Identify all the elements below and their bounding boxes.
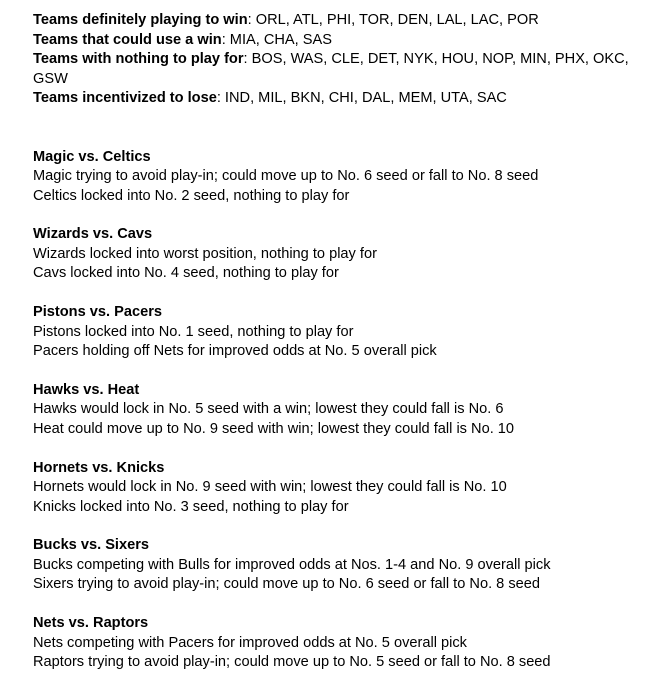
game-note: Pistons locked into No. 1 seed, nothing to play for <box>33 323 354 340</box>
game-note: Sixers trying to avoid play-in; could move up to No. 6 seed or fall to No. 8 seed <box>33 576 540 593</box>
game-note: Cavs locked into No. 4 seed, nothing to play for <box>33 265 339 282</box>
game-entry <box>33 303 638 362</box>
game-note: Heat could move up to No. 9 seed with win; lowest they could fall is No. 10 <box>33 420 515 437</box>
game-note: Magic trying to avoid play-in; could move up to No. 6 seed or fall to No. 8 seed <box>33 168 539 184</box>
game-title: Wizards vs. Cavs <box>33 226 153 243</box>
game-entry <box>33 614 638 673</box>
game-title: Magic vs. Celtics <box>33 148 151 165</box>
summary-line <box>33 50 638 89</box>
game-entry <box>33 381 638 440</box>
summary-label: Teams with nothing to play for <box>33 51 244 67</box>
game-title: Pistons vs. Pacers <box>33 304 162 321</box>
summary-line <box>33 89 638 109</box>
summary-label: Teams definitely playing to win <box>33 12 248 28</box>
game-entry <box>33 225 638 284</box>
summary-line <box>33 11 638 31</box>
game-note: Hornets would lock in No. 9 seed with win; lowest they could fall is No. 10 <box>33 479 507 496</box>
game-note: Celtics locked into No. 2 seed, nothing to play for <box>33 187 350 204</box>
summary-label: Teams incentivized to lose <box>33 90 217 106</box>
game-entry <box>33 148 638 207</box>
game-note: Bucks competing with Bulls for improved odds at Nos. 1-4 and No. 9 overall pick <box>33 556 551 573</box>
game-note: Knicks locked into No. 3 seed, nothing to play for <box>33 498 349 515</box>
game-entry <box>33 536 638 595</box>
summary-teams: : MIA, CHA, SAS <box>221 31 332 48</box>
game-title: Bucks vs. Sixers <box>33 537 150 554</box>
summary-teams: : BOS, WAS, CLE, DET, NYK, HOU, NOP, MIN, PHX, OKC, GSW <box>33 51 629 87</box>
summary-line <box>33 31 638 51</box>
summary-teams: : ORL, ATL, PHI, TOR, DEN, LAL, LAC, POR <box>247 12 539 28</box>
game-title: Nets vs. Raptors <box>33 615 149 632</box>
summary-teams: : IND, MIL, BKN, CHI, DAL, MEM, UTA, SAC <box>216 90 507 106</box>
game-note: Raptors trying to avoid play-in; could move up to No. 5 seed or fall to No. 8 seed <box>33 654 551 671</box>
game-note: Pacers holding off Nets for improved odds at No. 5 overall pick <box>33 343 437 360</box>
game-note: Wizards locked into worst position, nothing to play for <box>33 245 377 262</box>
game-list <box>33 148 638 673</box>
summary-label: Teams that could use a win <box>33 31 222 48</box>
team-incentive-summary <box>33 11 638 109</box>
game-entry <box>33 459 638 518</box>
game-title: Hornets vs. Knicks <box>33 459 165 476</box>
game-title: Hawks vs. Heat <box>33 381 140 398</box>
game-note: Hawks would lock in No. 5 seed with a win; lowest they could fall is No. 6 <box>33 401 504 418</box>
game-note: Nets competing with Pacers for improved odds at No. 5 overall pick <box>33 634 467 651</box>
